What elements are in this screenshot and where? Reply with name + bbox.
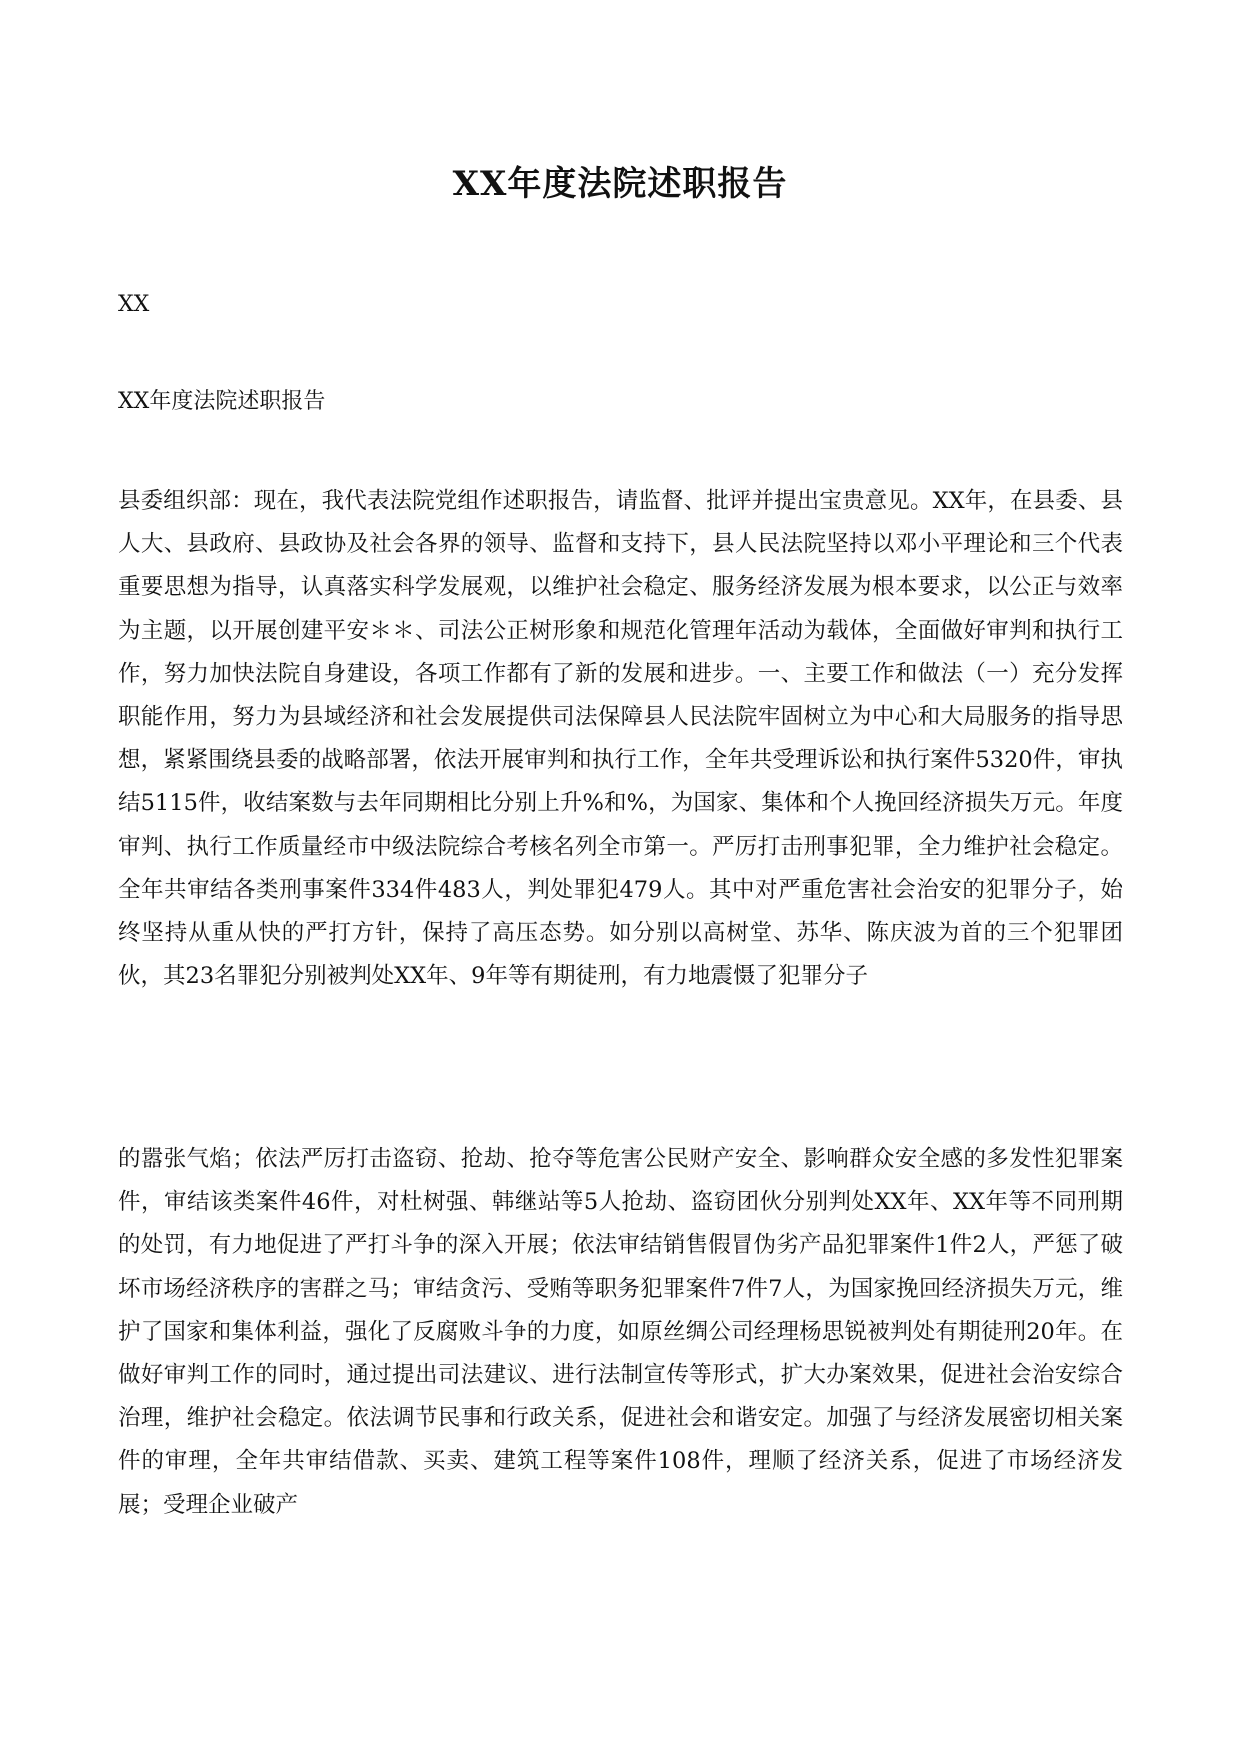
document-subtitle: XX年度法院述职报告 (118, 389, 326, 414)
body-paragraph: 的嚣张气焰；依法严厉打击盗窃、抢劫、抢夺等危害公民财产安全、影响群众安全感的多发性犯罪案件，审结该类案件46件，对杜树强、韩继站等5人抢劫、盗窃团伙分别判处XX年、XX年等不同刑期的处罚，有力地促进了严打斗争的深入开展；依法审结销售假冒伪劣产品犯罪案件1件2人，严惩了破坏市场经济秩序的害群之马；审结贪污、受贿等职务犯罪案件7件7人，为国家挽回经济损失万元，维护了国家和集体利益，强化了反腐败斗争的力度，如原丝绸公司经理杨思锐被判处有期徒刑20年。在做好审判工作的同时，通过提出司法建议、进行法制宣传等形式，扩大办案效果，促进社会治安综合治理，维护社会稳定。依法调节民事和行政关系，促进社会和谐安定。加强了与经济发展密切相关案件的审理，全年共审结借款、买卖、建筑工程等案件108件，理顺了经济关系，促进了市场经济发展；受理企业破产 (118, 1146, 1123, 1518)
document-title: XX年度法院述职报告 (452, 164, 788, 204)
author-line: XX (118, 292, 150, 317)
body-paragraph: 县委组织部：现在，我代表法院党组作述职报告，请监督、批评并提出宝贵意见。XX年，在县委、县人大、县政府、县政协及社会各界的领导、监督和支持下，县人民法院坚持以邓小平理论和三个代表重要思想为指导，认真落实科学发展观，以维护社会稳定、服务经济发展为根本要求，以公正与效率为主题，以开展创建平安＊＊、司法公正树形象和规范化管理年活动为载体，全面做好审判和执行工作，努力加快法院自身建设，各项工作都有了新的发展和进步。一、主要工作和做法（一）充分发挥职能作用，努力为县域经济和社会发展提供司法保障县人民法院牢固树立为中心和大局服务的指导思想，紧紧围绕县委的战略部署，依法开展审判和执行工作，全年共受理诉讼和执行案件5320件，审执结5115件，收结案数与去年同期相比分别上升%和%，为国家、集体和个人挽回经济损失万元。年度审判、执行工作质量经市中级法院综合考核名列全市第一。严厉打击刑事犯罪，全力维护社会稳定。全年共审结各类刑事案件334件483人，判处罪犯479人。其中对严重危害社会治安的犯罪分子，始终坚持从重从快的严打方针，保持了高压态势。如分别以高树堂、苏华、陈庆波为首的三个犯罪团伙，其23名罪犯分别被判处XX年、9年等有期徒刑，有力地震慑了犯罪分子 (118, 488, 1123, 990)
